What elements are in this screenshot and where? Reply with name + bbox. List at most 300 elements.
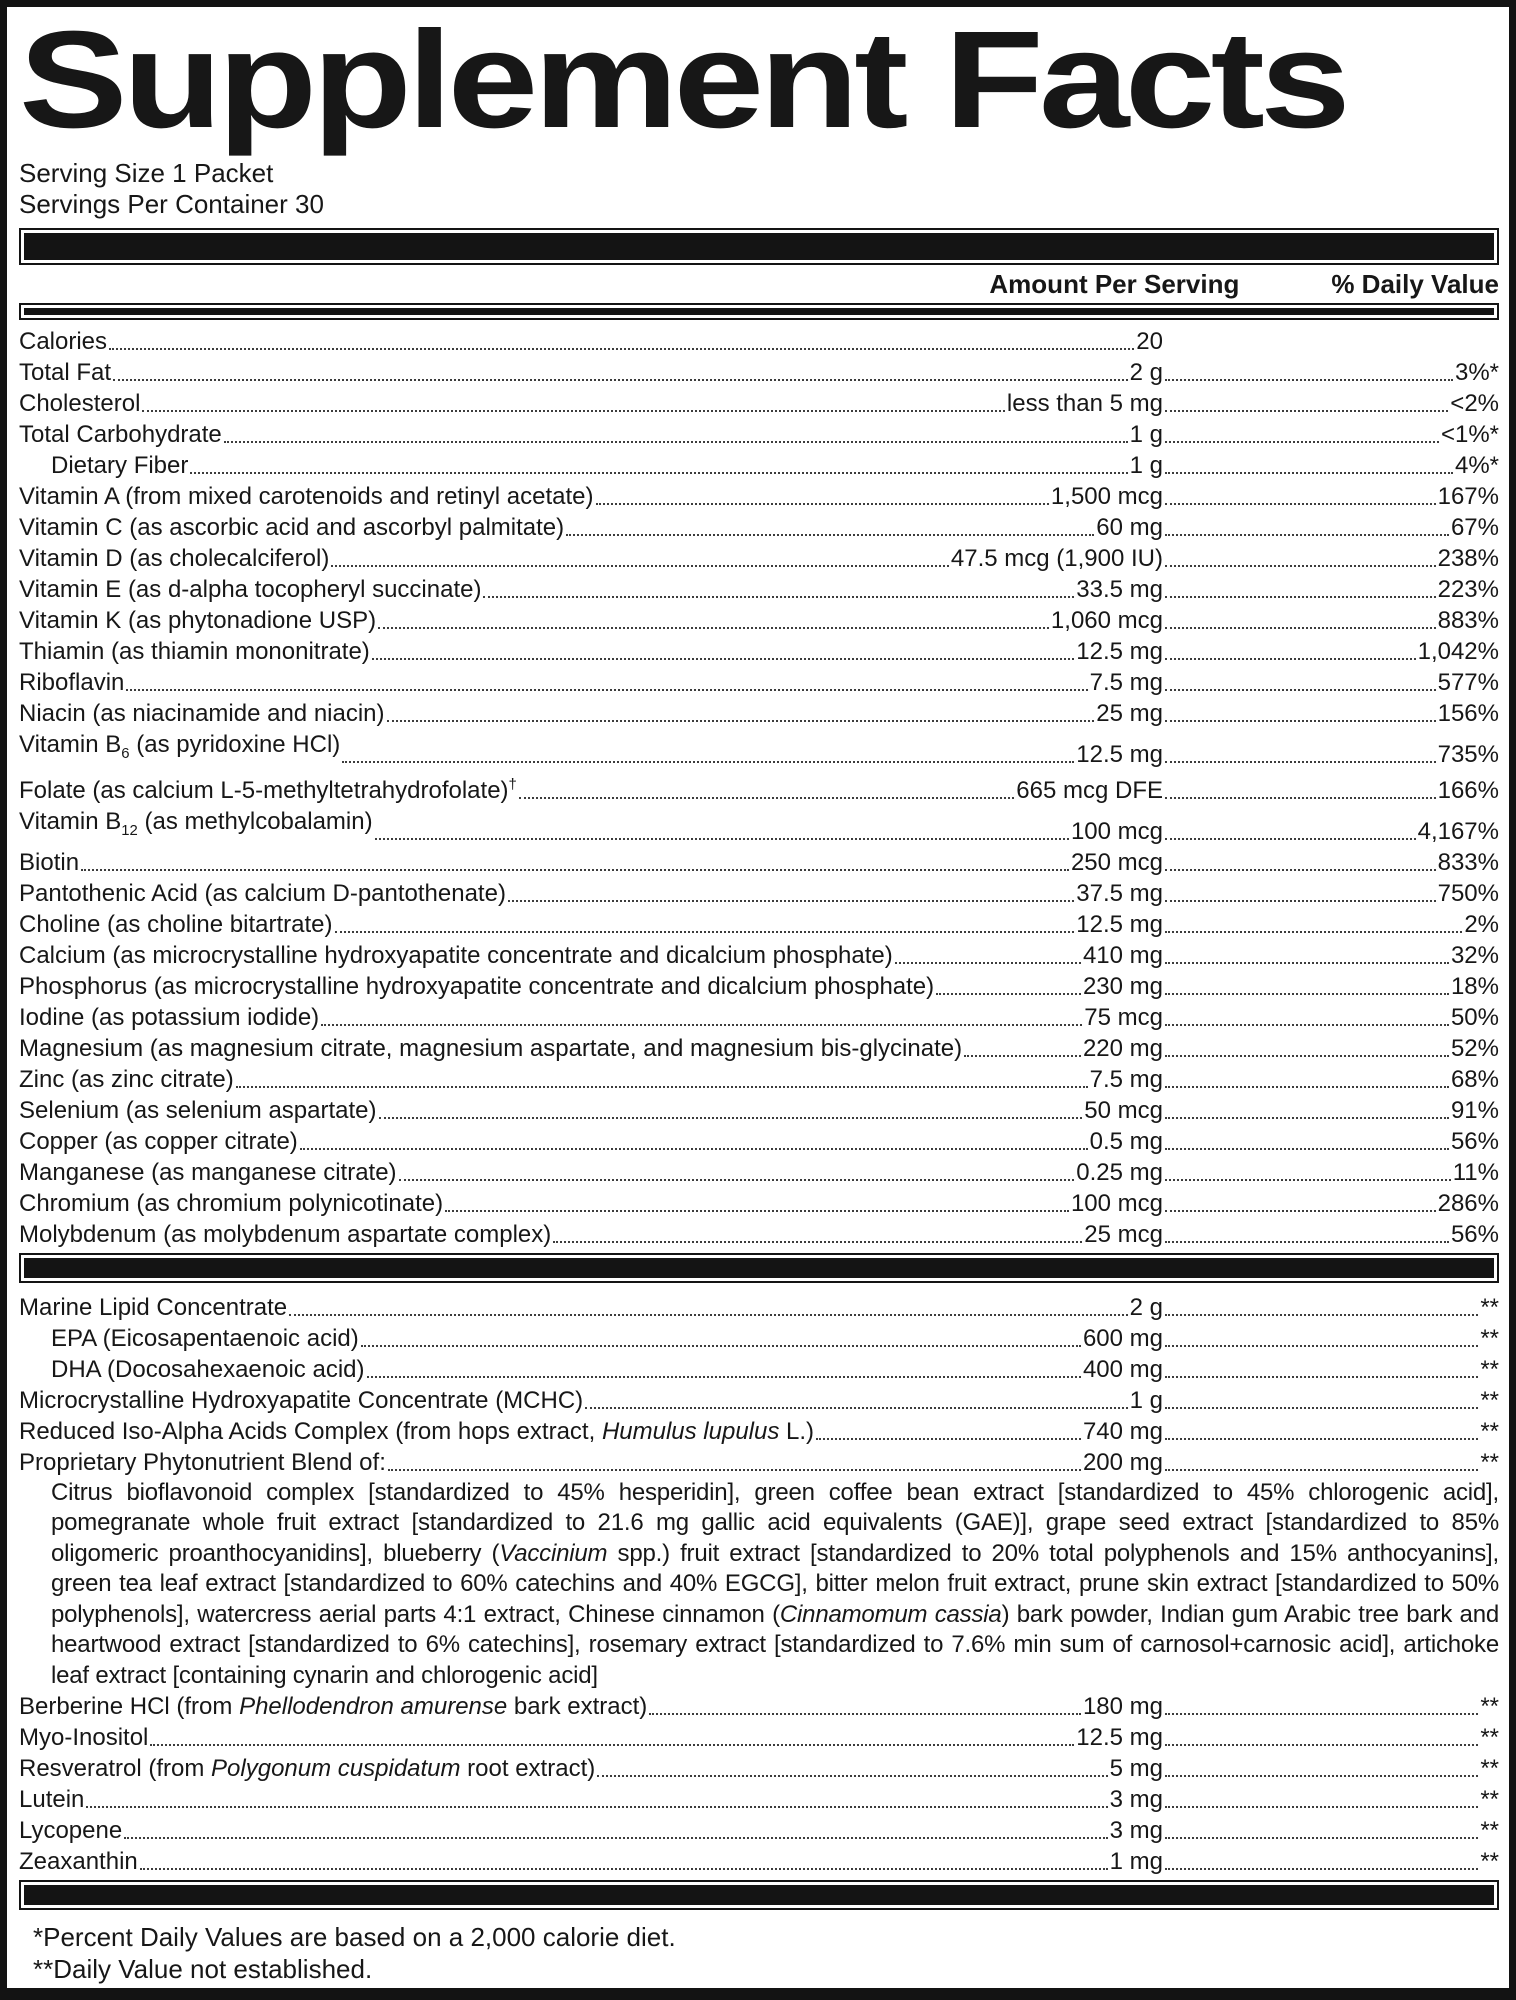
nutrient-name: Iodine (as potassium iodide) xyxy=(19,1003,320,1031)
daily-value: 2% xyxy=(1464,910,1499,938)
daily-value: ** xyxy=(1480,1386,1499,1414)
dot-leader xyxy=(1165,565,1436,567)
servings-per-container-line: Servings Per Container 30 xyxy=(19,189,324,220)
daily-value: 4%* xyxy=(1454,452,1499,480)
daily-value-column xyxy=(1163,1447,1499,1478)
dot-leader xyxy=(1165,534,1449,536)
dot-leader xyxy=(1165,1407,1478,1409)
dot-leader xyxy=(1165,1469,1478,1471)
nutrient-row xyxy=(19,388,1499,419)
nutrient-name: Pantothenic Acid (as calcium D-pantothenate) xyxy=(19,879,506,907)
amount-value: 665 mcg DFE xyxy=(1016,776,1163,804)
dot-leader xyxy=(1165,1376,1478,1378)
daily-value: 91% xyxy=(1450,1096,1499,1124)
daily-value-column xyxy=(1163,878,1499,909)
daily-value: ** xyxy=(1480,1724,1499,1752)
amount-value: 33.5 mg xyxy=(1076,576,1163,604)
dot-leader xyxy=(113,379,1128,381)
daily-value-column xyxy=(1163,1385,1499,1416)
nutrient-name: Zeaxanthin xyxy=(19,1848,138,1876)
nutrient-row xyxy=(19,1033,1499,1064)
divider-bar-under-header xyxy=(21,305,1497,318)
nutrient-name: Manganese (as manganese citrate) xyxy=(19,1158,397,1186)
amount-value: 12.5 mg xyxy=(1076,740,1163,768)
dot-leader xyxy=(126,689,1087,691)
daily-value-column xyxy=(1163,1846,1499,1877)
daily-value: ** xyxy=(1480,1755,1499,1783)
nutrient-row xyxy=(19,1126,1499,1157)
nutrient-name: Phosphorus (as microcrystalline hydroxyapatite concentrate and dicalcium phosphate) xyxy=(19,972,935,1000)
nutrient-name: Lycopene xyxy=(19,1817,123,1845)
phytonutrient-blend-paragraph: Citrus bioflavonoid complex [standardized to 45% hesperidin], green coffee bean extract [standardized to 45% chlorogenic acid], pomegranate whole fruit extract [standardized to 21.6 mg gallic acid equivalents (GAE)], grape seed extract [standardized to 85% oligomeric proanthocyanidins], blueberry (Vaccinium spp.) fruit extract [standardized to 20% total polyphenols and 15% anthocyanins], green tea leaf extract [standardized to 60% catechins and 40% EGCG], bitter melon fruit extract, prune skin extract [standardized to 50% polyphenols], watercress aerial parts 4:1 extract, Chinese cinnamon (Cinnamomum cassia) bark powder, Indian gum Arabic tree bark and heartwood extract [standardized to 6% catechins], rosemary extract [standardized to 7.6% min sum of carnosol+carnosic acid], artichoke leaf extract [containing cynarin and chlorogenic acid] xyxy=(51,1478,1499,1689)
amount-value: 5 mg xyxy=(1109,1755,1163,1783)
dot-leader xyxy=(372,658,1074,660)
amount-value: 12.5 mg xyxy=(1076,910,1163,938)
amount-value: 20 xyxy=(1136,328,1163,356)
daily-value-column xyxy=(1163,667,1499,698)
divider-bar-middle xyxy=(21,1255,1497,1281)
daily-value: 833% xyxy=(1437,848,1499,876)
dot-leader xyxy=(224,441,1128,443)
dot-leader xyxy=(649,1713,1081,1715)
daily-value-column xyxy=(1163,1815,1499,1846)
amount-value: 600 mg xyxy=(1082,1324,1163,1352)
dot-leader xyxy=(553,1241,1082,1243)
daily-value: ** xyxy=(1480,1355,1499,1383)
dot-leader xyxy=(124,1837,1107,1839)
daily-value: 67% xyxy=(1450,514,1499,542)
amount-value: 0.5 mg xyxy=(1089,1127,1163,1155)
nutrient-row xyxy=(19,1753,1499,1784)
nutrient-name: Reduced Iso-Alpha Acids Complex (from hops extract, Humulus lupulus L.) xyxy=(19,1417,815,1445)
daily-value-column xyxy=(1163,1157,1499,1188)
dot-leader xyxy=(1165,1837,1478,1839)
nutrient-row xyxy=(19,1447,1499,1478)
amount-value: 1 mg xyxy=(1109,1848,1163,1876)
dot-leader xyxy=(379,1117,1083,1119)
daily-value-column xyxy=(1163,1188,1499,1219)
dot-leader xyxy=(140,1868,1108,1870)
daily-value-column xyxy=(1163,971,1499,1002)
daily-value: ** xyxy=(1480,1293,1499,1321)
dot-leader xyxy=(289,1314,1127,1316)
daily-value-column xyxy=(1163,847,1499,878)
amount-value: 7.5 mg xyxy=(1089,1065,1163,1093)
daily-value: 223% xyxy=(1437,576,1499,604)
dot-leader xyxy=(596,503,1049,505)
dot-leader xyxy=(361,1345,1081,1347)
daily-value: 750% xyxy=(1437,879,1499,907)
dot-leader xyxy=(300,1148,1088,1150)
nutrient-row xyxy=(19,481,1499,512)
daily-value: ** xyxy=(1480,1848,1499,1876)
nutrient-name: Cholesterol xyxy=(19,390,141,418)
dot-leader xyxy=(1165,503,1436,505)
dot-leader xyxy=(816,1438,1081,1440)
amount-value: 47.5 mcg (1,900 IU) xyxy=(950,545,1163,573)
dot-leader xyxy=(1165,1117,1449,1119)
secondary-nutrient-table xyxy=(19,1292,1499,1878)
nutrient-row xyxy=(19,1157,1499,1188)
nutrient-name: Vitamin $B_6$ (as pyridoxine HCl) xyxy=(19,731,341,762)
nutrient-name: Vitamin C (as ascorbic acid and ascorbyl palmitate) xyxy=(19,514,565,542)
dot-leader xyxy=(388,1469,1081,1471)
daily-value-column xyxy=(1163,1323,1499,1354)
amount-value: 100 mcg xyxy=(1070,1189,1163,1217)
dot-leader xyxy=(1165,761,1436,763)
daily-value: 3%* xyxy=(1454,359,1499,387)
dot-leader xyxy=(1165,1024,1449,1026)
dot-leader xyxy=(936,993,1081,995)
daily-value-column xyxy=(1163,605,1499,636)
amount-value: 740 mg xyxy=(1082,1417,1163,1445)
nutrient-row xyxy=(19,1691,1499,1722)
dot-leader xyxy=(1165,689,1436,691)
nutrient-name: Thiamin (as thiamin mononitrate) xyxy=(19,638,370,666)
nutrient-name: Total Carbohydrate xyxy=(19,421,222,449)
nutrient-row xyxy=(19,698,1499,729)
nutrient-row xyxy=(19,1385,1499,1416)
amount-value: 1 g xyxy=(1129,452,1163,480)
dot-leader xyxy=(1165,658,1416,660)
amount-value: 2 g xyxy=(1129,359,1163,387)
amount-value: 25 mcg xyxy=(1084,1220,1163,1248)
dot-leader xyxy=(81,869,1069,871)
dot-leader xyxy=(1165,1806,1478,1808)
amount-value: 25 mg xyxy=(1096,700,1163,728)
daily-value-column xyxy=(1163,775,1499,806)
amount-value: 230 mg xyxy=(1082,972,1163,1000)
dot-leader xyxy=(1165,1868,1478,1870)
daily-value-column xyxy=(1163,909,1499,940)
daily-value: ** xyxy=(1480,1693,1499,1721)
nutrient-name: EPA (Eicosapentaenoic acid) xyxy=(51,1324,359,1352)
nutrient-row xyxy=(19,878,1499,909)
daily-value: 735% xyxy=(1437,740,1499,768)
amount-value: 410 mg xyxy=(1082,941,1163,969)
dot-leader xyxy=(1165,1314,1478,1316)
daily-value-column xyxy=(1163,1416,1499,1447)
amount-value: 7.5 mg xyxy=(1089,669,1163,697)
dot-leader xyxy=(1165,962,1449,964)
nutrient-row xyxy=(19,1815,1499,1846)
daily-value: ** xyxy=(1480,1786,1499,1814)
nutrient-name: Riboflavin xyxy=(19,669,125,697)
main-nutrient-table xyxy=(19,326,1499,1250)
dot-leader xyxy=(1165,1086,1449,1088)
dot-leader xyxy=(585,1407,1127,1409)
daily-value: 68% xyxy=(1450,1065,1499,1093)
amount-value: 3 mg xyxy=(1109,1817,1163,1845)
nutrient-row xyxy=(19,1846,1499,1877)
nutrient-name: Myo-Inositol xyxy=(19,1724,149,1752)
dot-leader xyxy=(1165,931,1462,933)
daily-value: 56% xyxy=(1450,1127,1499,1155)
nutrient-row xyxy=(19,574,1499,605)
daily-value-column xyxy=(1163,1292,1499,1323)
daily-value: 883% xyxy=(1437,607,1499,635)
nutrient-name: Marine Lipid Concentrate xyxy=(19,1293,288,1321)
dot-leader xyxy=(236,1086,1088,1088)
dot-leader xyxy=(1165,441,1439,443)
nutrient-name: Vitamin E (as d-alpha tocopheryl succinate) xyxy=(19,576,482,604)
dot-leader xyxy=(1165,900,1436,902)
daily-value: 56% xyxy=(1450,1220,1499,1248)
dot-leader xyxy=(1165,1148,1449,1150)
footnote-dv-not-established: **Daily Value not established. xyxy=(33,1954,373,1985)
dot-leader xyxy=(367,1376,1081,1378)
dot-leader xyxy=(1165,596,1436,598)
daily-value: 50% xyxy=(1450,1003,1499,1031)
daily-value: 52% xyxy=(1450,1034,1499,1062)
nutrient-name: Magnesium (as magnesium citrate, magnesium aspartate, and magnesium bis-glycinate) xyxy=(19,1034,963,1062)
nutrient-row xyxy=(19,357,1499,388)
dot-leader xyxy=(597,1775,1107,1777)
daily-value: 156% xyxy=(1437,700,1499,728)
daily-value-column xyxy=(1163,388,1499,419)
amount-value: 12.5 mg xyxy=(1076,638,1163,666)
dot-leader xyxy=(335,931,1075,933)
dot-leader xyxy=(342,761,1074,763)
daily-value: 167% xyxy=(1437,483,1499,511)
amount-value: 400 mg xyxy=(1082,1355,1163,1383)
divider-bar-top xyxy=(21,230,1497,263)
dot-leader xyxy=(1165,1179,1451,1181)
dot-leader xyxy=(1165,838,1416,840)
label-title: Supplement Facts xyxy=(19,3,1347,157)
nutrient-name: Niacin (as niacinamide and niacin) xyxy=(19,700,385,728)
nutrient-row xyxy=(19,1722,1499,1753)
nutrient-row xyxy=(19,667,1499,698)
amount-value: 3 mg xyxy=(1109,1786,1163,1814)
daily-value: ** xyxy=(1480,1417,1499,1445)
daily-value-column xyxy=(1163,698,1499,729)
daily-value-column-header: % Daily Value xyxy=(1331,268,1499,299)
dot-leader xyxy=(321,1024,1082,1026)
nutrient-name: Vitamin D (as cholecalciferol) xyxy=(19,545,330,573)
daily-value: <2% xyxy=(1450,390,1499,418)
amount-value: 220 mg xyxy=(1082,1034,1163,1062)
nutrient-row xyxy=(19,1292,1499,1323)
daily-value-column xyxy=(1163,512,1499,543)
daily-value: 1,042% xyxy=(1417,638,1499,666)
nutrient-name: Selenium (as selenium aspartate) xyxy=(19,1096,377,1124)
nutrient-name: Dietary Fiber xyxy=(51,452,189,480)
nutrient-row xyxy=(19,636,1499,667)
dot-leader xyxy=(508,900,1074,902)
daily-value-column xyxy=(1163,1784,1499,1815)
daily-value: ** xyxy=(1480,1324,1499,1352)
nutrient-row xyxy=(19,1095,1499,1126)
nutrient-row xyxy=(19,729,1499,770)
footnotes xyxy=(19,1921,1499,1985)
amount-value: 12.5 mg xyxy=(1076,1724,1163,1752)
dot-leader xyxy=(399,1179,1075,1181)
dot-leader xyxy=(566,534,1094,536)
label-bottom-border-bar xyxy=(7,1988,1509,2000)
dot-leader xyxy=(1165,472,1453,474)
daily-value: 577% xyxy=(1437,669,1499,697)
dot-leader xyxy=(1165,1744,1478,1746)
dot-leader xyxy=(378,627,1049,629)
amount-value: 1 g xyxy=(1129,1386,1163,1414)
nutrient-name: Lutein xyxy=(19,1786,85,1814)
nutrient-name: Molybdenum (as molybdenum aspartate complex) xyxy=(19,1220,552,1248)
nutrient-name: Chromium (as chromium polynicotinate) xyxy=(19,1189,444,1217)
dot-leader xyxy=(445,1210,1069,1212)
daily-value: 11% xyxy=(1452,1158,1499,1186)
dot-leader xyxy=(483,596,1074,598)
daily-value-column xyxy=(1163,1002,1499,1033)
daily-value-column xyxy=(1163,543,1499,574)
amount-value: 180 mg xyxy=(1082,1693,1163,1721)
daily-value-column xyxy=(1163,1095,1499,1126)
nutrient-row xyxy=(19,1784,1499,1815)
nutrient-row xyxy=(19,512,1499,543)
amount-value: 2 g xyxy=(1129,1293,1163,1321)
nutrient-name: Berberine HCl (from Phellodendron amurense bark extract) xyxy=(19,1693,648,1721)
nutrient-row xyxy=(19,770,1499,806)
nutrient-name: Resveratrol (from Polygonum cuspidatum root extract) xyxy=(19,1755,596,1783)
daily-value-column xyxy=(1163,1126,1499,1157)
dot-leader xyxy=(1165,410,1448,412)
amount-value: 250 mcg xyxy=(1070,848,1163,876)
dot-leader xyxy=(375,838,1069,840)
nutrient-row xyxy=(19,1188,1499,1219)
nutrient-row xyxy=(19,847,1499,878)
amount-value: 100 mcg xyxy=(1070,817,1163,845)
dot-leader xyxy=(1165,869,1436,871)
dot-leader xyxy=(142,410,1005,412)
daily-value-column xyxy=(1163,574,1499,605)
nutrient-name: Choline (as choline bitartrate) xyxy=(19,910,333,938)
nutrient-row xyxy=(19,909,1499,940)
nutrient-name: Zinc (as zinc citrate) xyxy=(19,1065,234,1093)
dot-leader xyxy=(387,720,1095,722)
nutrient-name: Calories xyxy=(19,328,108,356)
daily-value: ** xyxy=(1480,1817,1499,1845)
amount-value: 0.25 mg xyxy=(1076,1158,1163,1186)
amount-value: 1,500 mcg xyxy=(1050,483,1163,511)
daily-value-column xyxy=(1163,940,1499,971)
daily-value-column xyxy=(1163,1064,1499,1095)
dot-leader xyxy=(519,797,1014,799)
nutrient-name: Copper (as copper citrate) xyxy=(19,1127,298,1155)
amount-column-header: Amount Per Serving xyxy=(989,268,1240,299)
daily-value: ** xyxy=(1480,1448,1499,1476)
daily-value: 238% xyxy=(1437,545,1499,573)
nutrient-name: Total Fat xyxy=(19,359,112,387)
daily-value-column xyxy=(1163,636,1499,667)
nutrient-name: DHA (Docosahexaenoic acid) xyxy=(51,1355,365,1383)
dot-leader xyxy=(1165,1210,1436,1212)
nutrient-row xyxy=(19,1002,1499,1033)
dot-leader xyxy=(150,1744,1074,1746)
daily-value-column xyxy=(1163,450,1499,481)
amount-value: 75 mcg xyxy=(1084,1003,1163,1031)
daily-value-column xyxy=(1163,481,1499,512)
dot-leader xyxy=(1165,720,1436,722)
daily-value-column xyxy=(1163,1219,1499,1250)
dot-leader xyxy=(1165,1241,1449,1243)
daily-value: 4,167% xyxy=(1417,817,1499,845)
nutrient-row xyxy=(19,806,1499,847)
nutrient-row xyxy=(19,419,1499,450)
dot-leader xyxy=(109,348,1134,350)
dot-leader xyxy=(1165,1775,1478,1777)
daily-value-column xyxy=(1163,739,1499,770)
daily-value-column xyxy=(1163,816,1499,847)
nutrient-name: Vitamin A (from mixed carotenoids and retinyl acetate) xyxy=(19,483,594,511)
nutrient-row xyxy=(19,1219,1499,1250)
amount-value: 1,060 mcg xyxy=(1050,607,1163,635)
dot-leader xyxy=(1165,1438,1478,1440)
amount-value: less than 5 mg xyxy=(1006,390,1163,418)
daily-value: 286% xyxy=(1437,1189,1499,1217)
amount-value: 60 mg xyxy=(1096,514,1163,542)
daily-value-column xyxy=(1163,1753,1499,1784)
nutrient-row xyxy=(19,971,1499,1002)
amount-value: 37.5 mg xyxy=(1076,879,1163,907)
daily-value: <1%* xyxy=(1440,421,1499,449)
amount-value: 1 g xyxy=(1129,421,1163,449)
daily-value-column xyxy=(1163,419,1499,450)
nutrient-row xyxy=(19,543,1499,574)
dot-leader xyxy=(331,565,949,567)
nutrient-row xyxy=(19,326,1499,357)
nutrient-name: Calcium (as microcrystalline hydroxyapatite concentrate and dicalcium phosphate) xyxy=(19,941,893,969)
nutrient-row xyxy=(19,940,1499,971)
dot-leader xyxy=(1165,1345,1478,1347)
daily-value: 166% xyxy=(1437,776,1499,804)
dot-leader xyxy=(964,1055,1081,1057)
nutrient-row xyxy=(19,605,1499,636)
daily-value-column xyxy=(1163,1691,1499,1722)
dot-leader xyxy=(895,962,1081,964)
serving-size-line: Serving Size 1 Packet xyxy=(19,158,274,189)
daily-value-column xyxy=(1163,1354,1499,1385)
nutrient-row xyxy=(19,1323,1499,1354)
nutrient-row xyxy=(19,1354,1499,1385)
column-header-row xyxy=(19,265,1499,303)
nutrient-name: Vitamin K (as phytonadione USP) xyxy=(19,607,377,635)
nutrient-name: Microcrystalline Hydroxyapatite Concentrate (MCHC) xyxy=(19,1386,584,1414)
dot-leader xyxy=(1165,797,1436,799)
dot-leader xyxy=(1165,1713,1478,1715)
divider-bar-bottom xyxy=(21,1882,1497,1908)
nutrient-name: Vitamin $B_{12}$ (as methylcobalamin) xyxy=(19,807,373,839)
dot-leader xyxy=(86,1806,1107,1808)
amount-value: 200 mg xyxy=(1082,1448,1163,1476)
nutrient-name: Proprietary Phytonutrient Blend of: xyxy=(19,1448,386,1476)
nutrient-row xyxy=(19,1064,1499,1095)
dot-leader xyxy=(190,472,1127,474)
nutrient-row xyxy=(19,1416,1499,1447)
daily-value-column xyxy=(1163,1033,1499,1064)
nutrient-row xyxy=(19,450,1499,481)
footnote-daily-values: *Percent Daily Values are based on a 2,000 calorie diet. xyxy=(33,1922,676,1953)
daily-value: 32% xyxy=(1450,941,1499,969)
daily-value-column xyxy=(1163,357,1499,388)
amount-value: 50 mcg xyxy=(1084,1096,1163,1124)
dot-leader xyxy=(1165,1055,1449,1057)
daily-value-column xyxy=(1163,1722,1499,1753)
dot-leader xyxy=(1165,993,1449,995)
nutrient-name: Folate (as calcium L-5-methyltetrahydrofolate)† xyxy=(19,776,517,804)
dot-leader xyxy=(1165,627,1436,629)
dot-leader xyxy=(1165,379,1453,381)
nutrient-name: Biotin xyxy=(19,848,80,876)
